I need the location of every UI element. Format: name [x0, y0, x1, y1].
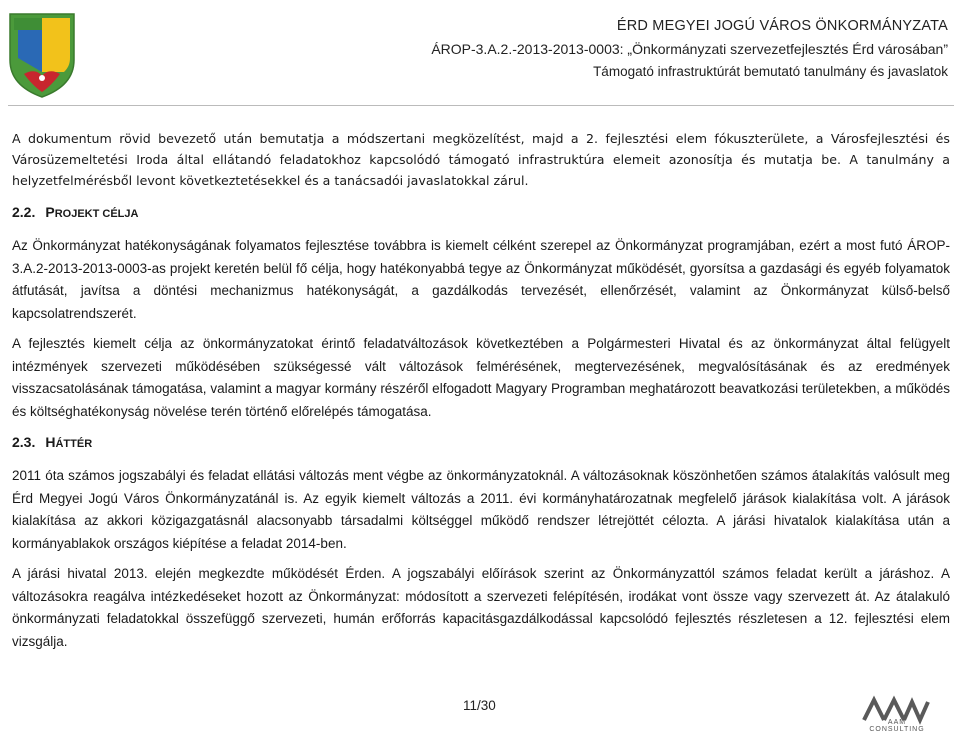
section-heading-project-goal: 2.2. PROJEKT CÉLJA: [12, 204, 139, 220]
section-number: 2.2.: [12, 204, 36, 220]
background-paragraph-1: 2011 óta számos jogszabályi és feladat ellátási változás ment végbe az önkormányzatoknál. A változásoknak köszönhetően számos átalakítás valósult meg Érd Megyei Jogú Város Önkormányzatánál is. Az egyik kiemelt változás a 2011. évi kormányhatározatnak megfelelő járások kialakítása volt. A járások kialakítása az akkori közigazgatásnál alacsonyabb társadalmi költséggel működő rendszer létrejöttét célozta. A járási hivatalok kialakítása után a kormányablakok országos kiépítése a feladat 2014-ben.: [12, 468, 950, 551]
city-crest-icon: [8, 12, 76, 98]
header-organization: ÉRD MEGYEI JOGÚ VÁROS ÖNKORMÁNYZATA: [616, 18, 948, 34]
background-paragraph-2: A járási hivatal 2013. elején megkezdte működését Érden. A jogszabályi előírások szerint az Önkormányzattól számos feladat került a járáshoz. A változásokra reagálva intézkedéseket hozott az Önkormányzat: módosított a szervezeti felépítésén, irodákat vont össze vagy szervezett át. Az átalakuló önkormányzati feladatokkal összefüggő szervezeti, humán erőforrás kapacitásgazdálkodással kapcsolódó fejlesztés részletesen a 12. fejlesztési elem vizsgálja.: [12, 566, 950, 649]
intro-paragraph: A dokumentum rövid bevezető után bemutatja a módszertani megközelítést, majd a 2. fejlesztési elem fókuszterülete, a Városfejlesztési és Városüzemeltetési Iroda által ellátandó feladatokhoz kapcsolódó támogató infrastruktúra elemeit azonosítja és mutatja be. A tanulmány a helyzetfelmérésből levont következtetésekkel és a tanácsadói javaslatokkal zárul.: [12, 131, 950, 188]
page-number: 11/30: [463, 698, 496, 713]
project-goal-paragraph-2: A fejlesztés kiemelt célja az önkormányzatokat érintő feladatváltozások következtében a Polgármesteri Hivatal és az önkormányzat által felügyelt intézmények szervezeti működésében szükségessé vált változások felmérésének, megtervezésének, megvalósításának és az eredmények visszacsatolásának támogatása, valamint a magyar kormány részéről elfogadott Magyary Programban meghatározott beavatkozási területekben, a működés és költséghatékonyság növelése terén történő előrelépés támogatása.: [12, 336, 950, 419]
document-body: [12, 128, 950, 653]
header-document-title: Támogató infrastruktúrát bemutató tanulmány és javaslatok: [593, 64, 948, 79]
header-project: ÁROP-3.A.2.-2013-2013-0003: „Önkormányzati szervezetfejlesztés Érd városában”: [431, 41, 948, 57]
document-header: [431, 14, 948, 84]
section-number: 2.3.: [12, 434, 36, 450]
project-goal-paragraph-1: Az Önkormányzat hatékonyságának folyamatos fejlesztése továbbra is kiemelt célként szerepel az Önkormányzat programjában, ezért a most futó ÁROP-3.A.2-2013-2013-0003-as projekt keretén belül fő célja, hogy hatékonyabbá tegye az Önkormányzat működését, gyorsítsa a gazdasági és egyéb folyamatok átfutását, javítsa a döntési mechanizmus hatékonyságát, a gazdálkodás tervezését, ellenőrzését, valamint az Önkormányzat külső-belső kapcsolatrendszerét.: [12, 238, 950, 321]
section-heading-background: 2.3. HÁTTÉR: [12, 434, 93, 450]
header-divider: [8, 105, 954, 106]
logo-caption: AAM CONSULTING: [869, 719, 925, 733]
